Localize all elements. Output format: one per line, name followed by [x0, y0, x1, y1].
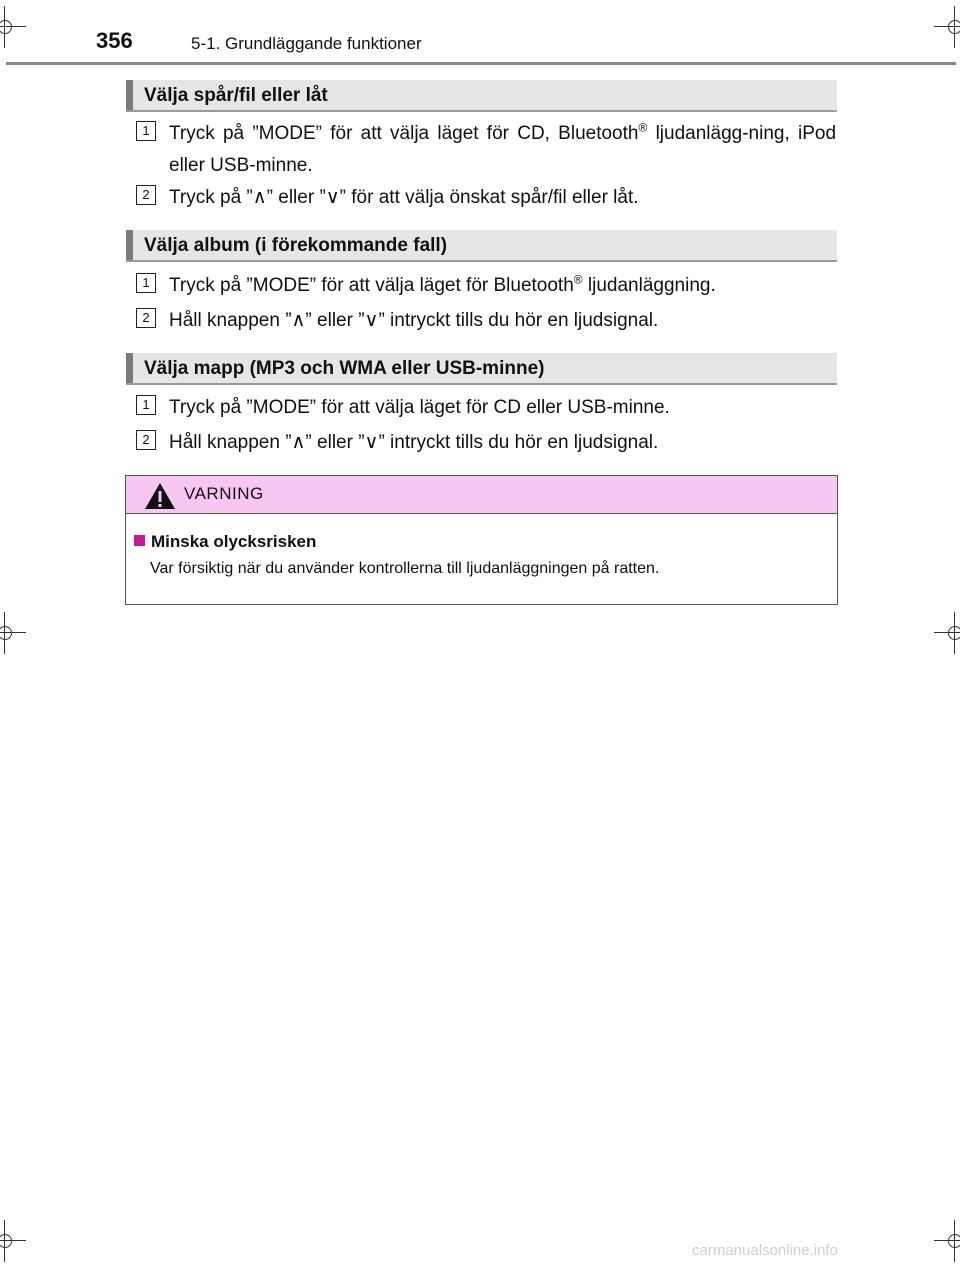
list-item — [136, 305, 836, 337]
crop-mark-icon — [0, 16, 16, 38]
step-text: Tryck på ”MODE” för att välja läget för CD, Bluetooth® ljudanlägg-ning, iPod eller USB-minne. — [169, 120, 837, 176]
warning-box — [125, 475, 838, 605]
section-heading-track — [126, 80, 837, 112]
step-text: Tryck på ”MODE” för att välja läget för Bluetooth® ljudanläggning. — [169, 272, 716, 296]
warning-label: VARNING — [184, 484, 264, 503]
section-heading-folder — [126, 353, 837, 385]
crop-mark-icon — [944, 1230, 960, 1252]
square-bullet-icon — [134, 535, 145, 546]
crop-mark-icon — [944, 16, 960, 38]
crop-mark-icon — [944, 622, 960, 644]
step-number: 1 — [136, 395, 156, 415]
step-text: Tryck på ”MODE” för att välja läget för CD eller USB-minne. — [169, 397, 670, 418]
step-number: 1 — [136, 121, 156, 141]
section-heading-album — [126, 230, 837, 262]
list-item — [136, 182, 836, 214]
list-item — [136, 427, 836, 459]
section-title: Välja mapp (MP3 och WMA eller USB-minne) — [144, 358, 545, 379]
step-number: 2 — [136, 430, 156, 450]
watermark: carmanualsonline.info — [692, 1242, 838, 1259]
list-item — [136, 392, 836, 424]
page-header — [96, 24, 946, 64]
crop-mark-icon — [0, 622, 16, 644]
section-title: Välja spår/fil eller låt — [144, 85, 328, 106]
step-number: 2 — [136, 185, 156, 205]
section-title: Välja album (i förekommande fall) — [144, 235, 448, 256]
warning-header — [126, 476, 837, 514]
crop-mark-icon — [0, 1230, 16, 1252]
warning-triangle-icon — [144, 482, 176, 510]
step-text: Tryck på ”∧” eller ”∨” för att välja önskat spår/fil eller låt. — [169, 187, 639, 208]
list-item — [136, 118, 836, 182]
chapter-title: 5-1. Grundläggande funktioner — [191, 34, 422, 53]
list-item — [136, 270, 836, 302]
header-divider — [6, 62, 956, 65]
step-number: 2 — [136, 308, 156, 328]
warning-title: Minska olycksrisken — [134, 532, 316, 552]
step-number: 1 — [136, 273, 156, 293]
step-text: Håll knappen ”∧” eller ”∨” intryckt tills du hör en ljudsignal. — [169, 310, 659, 331]
page-number: 356 — [96, 28, 133, 53]
step-text: Håll knappen ”∧” eller ”∨” intryckt tills du hör en ljudsignal. — [169, 432, 659, 453]
warning-text: Var försiktig när du använder kontrollerna till ljudanläggningen på ratten. — [150, 560, 660, 577]
